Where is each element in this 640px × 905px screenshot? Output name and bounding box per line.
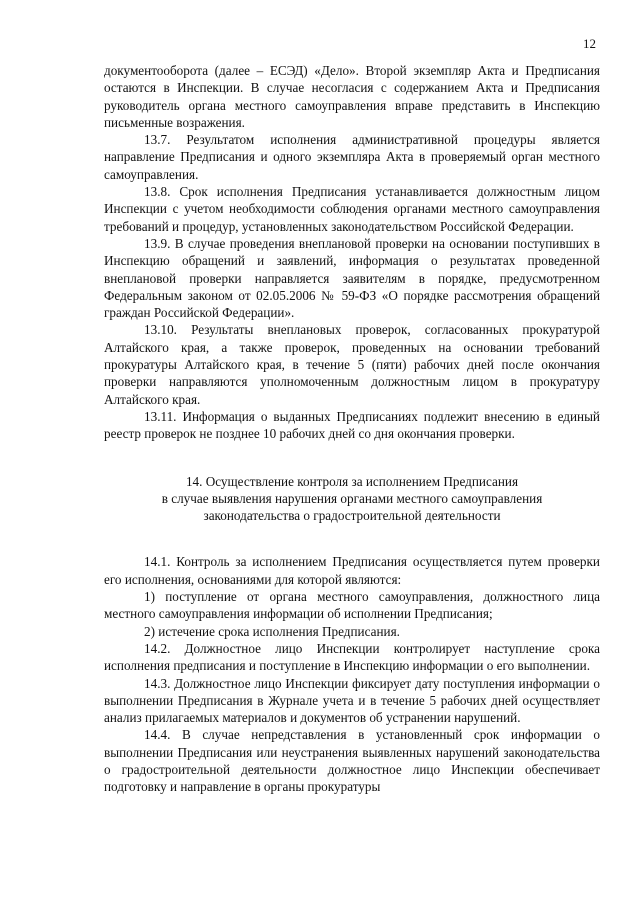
- paragraph: документооборота (далее – ЕСЭД) «Дело». Второй экземпляр Акта и Предписания остаются в Инспекции. В случае несогласия с содержанием Акта и Предписания руководитель органа местного самоуправления вправе представить в Инспекцию письменные возражения.: [104, 63, 600, 130]
- paragraph: 13.9. В случае проведения внеплановой проверки на основании поступивших в Инспекцию обращений и заявлений, информация о результатах проведенной внеплановой проверки направляется заявителям в порядке, предусмотренном Федеральным законом от 02.05.2006 № 59-ФЗ «О порядке рассмотрения обращений граждан Российской Федерации».: [104, 235, 600, 321]
- paragraphs-after: [104, 553, 600, 795]
- paragraph: 14.1. Контроль за исполнением Предписания осуществляется путем проверки его исполнения, основаниями для которой являются:: [104, 554, 600, 587]
- paragraph: 14.3. Должностное лицо Инспекции фиксирует дату поступления информации о выполнении Предписания в Журнале учета и в течение 5 рабочих дней осуществляет анализ прилагаемых материалов и документов об устранении нарушений.: [104, 675, 600, 726]
- document-body: [104, 62, 600, 796]
- paragraph: 1) поступление от органа местного самоуправления, должностного лица местного самоуправления информации об исполнении Предписания;: [104, 589, 600, 622]
- paragraphs-before: [104, 62, 600, 443]
- paragraph: 13.8. Срок исполнения Предписания устанавливается должностным лицом Инспекции с учетом необходимости соблюдения органами местного самоуправления требований и процедур, установленных законодательством Российской Федерации.: [104, 184, 600, 234]
- section-heading-line: 14. Осуществление контроля за исполнением Предписания: [185, 473, 519, 489]
- section-heading: [104, 473, 600, 525]
- paragraph: 14.2. Должностное лицо Инспекции контролирует наступление срока исполнения предписания и поступление в Инспекцию информации о его выполнении.: [104, 640, 600, 674]
- section-heading-line: законодательства о градостроительной деятельности: [203, 508, 501, 524]
- paragraph: 13.10. Результаты внеплановых проверок, согласованных прокуратурой Алтайского края, а также проверок, проведенных на основании требований прокуратуры Алтайского края, в течение 5 (пяти) рабочих дней после окончания проверки направляются уполномоченным должностным лицом в прокуратуру Алтайского края.: [104, 322, 600, 407]
- paragraph: 14.4. В случае непредставления в установленный срок информации о выполнении Предписания или неустранения выявленных нарушений законодательства о градостроительной деятельности должностное лицо Инспекции обеспечивает подготовку и направление в органы прокуратуры: [104, 727, 600, 795]
- paragraph: 2) истечение срока исполнения Предписания.: [144, 623, 400, 639]
- section-heading-line: в случае выявления нарушения органами местного самоуправления: [161, 490, 543, 506]
- page-number: 12: [583, 36, 596, 51]
- paragraph: 13.7. Результатом исполнения административной процедуры является направление Предписания и одного экземпляра Акта в проверяемый орган местного самоуправления.: [104, 132, 600, 182]
- paragraph: 13.11. Информация о выданных Предписаниях подлежит внесению в единый реестр проверок не позднее 10 рабочих дней со дня окончания проверки.: [104, 408, 600, 442]
